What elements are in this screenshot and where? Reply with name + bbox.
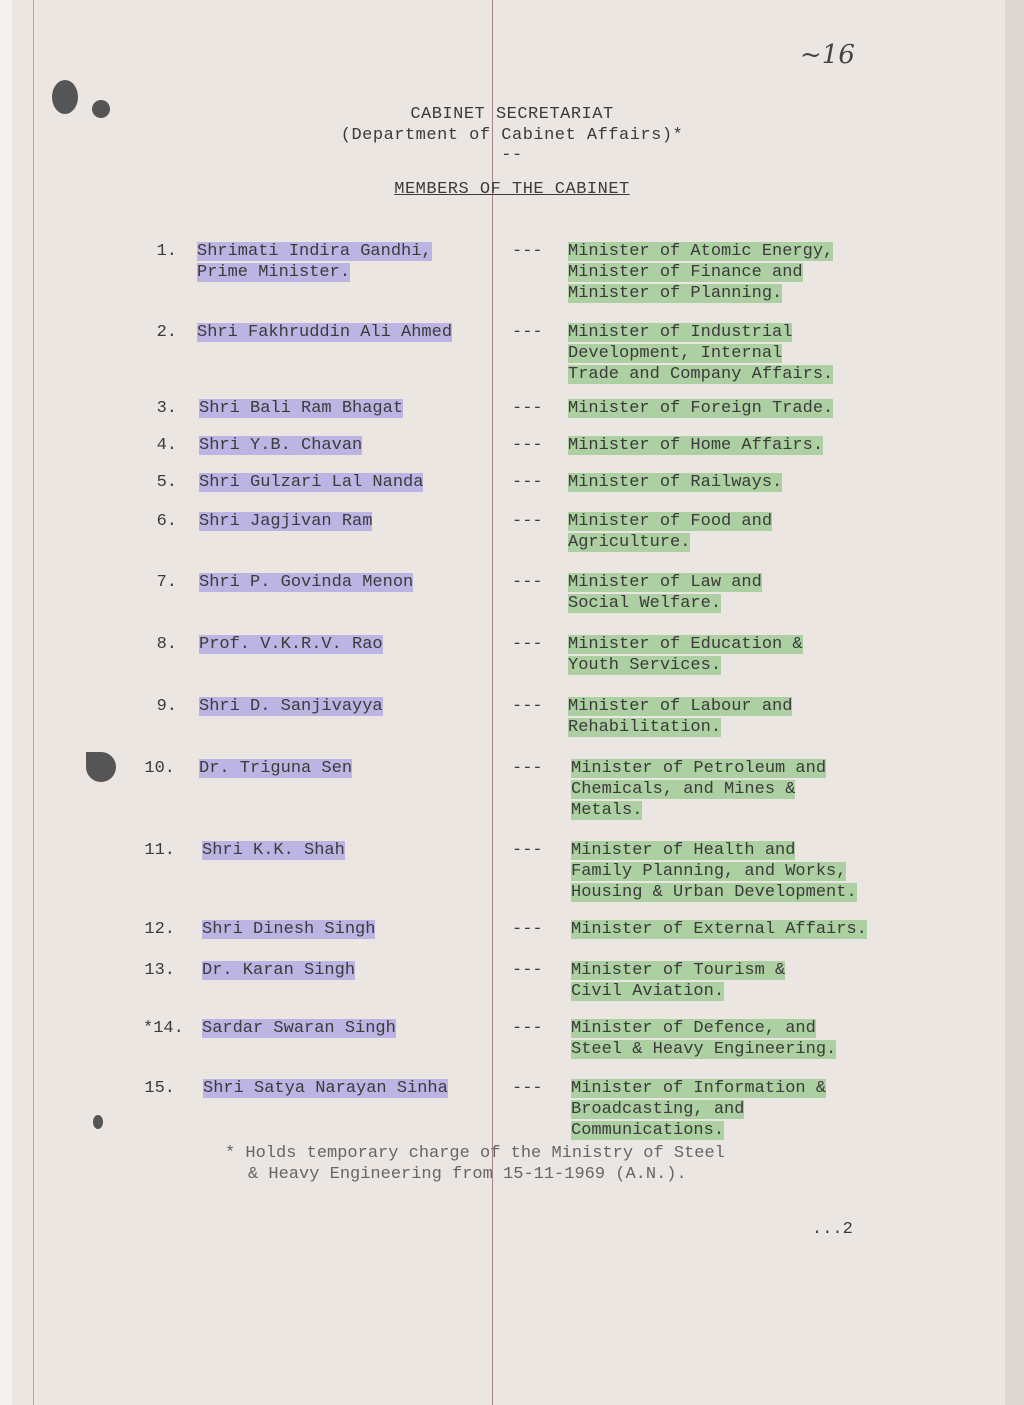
member-portfolio	[571, 758, 911, 821]
member-portfolio-text: Minister of Atomic Energy, Minister of Finance and Minister of Planning.	[568, 242, 834, 303]
separator-dashes: ---	[512, 961, 543, 980]
separator-dashes: ---	[512, 473, 543, 492]
separator-dashes: ---	[512, 399, 543, 418]
member-portfolio-text: Minister of Defence, and Steel & Heavy Engineering.	[571, 1019, 837, 1059]
separator-dashes: ---	[512, 635, 543, 654]
member-name-text: Prof. V.K.R.V. Rao	[199, 635, 383, 654]
member-name	[199, 634, 499, 655]
page-number-stamp: ~16	[800, 40, 855, 70]
ink-blot	[86, 752, 116, 782]
member-portfolio	[568, 696, 908, 738]
member-name-text: Shri Gulzari Lal Nanda	[199, 473, 424, 492]
member-name-text: Shri Bali Ram Bhagat	[199, 399, 404, 418]
member-portfolio-text: Minister of Industrial Development, Internal Trade and Company Affairs.	[568, 323, 834, 384]
separator-dashes: ---	[512, 759, 543, 778]
member-name	[199, 398, 499, 419]
member-portfolio-text: Minister of Tourism & Civil Aviation.	[571, 961, 786, 1001]
member-portfolio	[568, 322, 908, 385]
member-name-text: Shri K.K. Shah	[202, 841, 345, 860]
member-name-text: Shri Fakhruddin Ali Ahmed	[197, 323, 453, 342]
separator-dashes: ---	[512, 436, 543, 455]
separator-dashes: ---	[512, 697, 543, 716]
member-number: 7.	[156, 573, 177, 592]
member-name	[202, 1018, 502, 1039]
page-right-edge	[1005, 0, 1024, 1405]
member-name-text: Shri Satya Narayan Sinha	[203, 1079, 448, 1098]
footnote-line-1: * Holds temporary charge of the Ministry of Steel	[225, 1144, 725, 1163]
member-portfolio-text: Minister of Information & Broadcasting, and Communications.	[571, 1079, 827, 1140]
member-number: 8.	[156, 635, 177, 654]
header-separator: --	[501, 146, 523, 165]
header-line-1: CABINET SECRETARIAT	[410, 105, 614, 124]
member-number: 13.	[144, 961, 175, 980]
document-title: MEMBERS OF THE CABINET	[394, 180, 630, 199]
member-name-text: Sardar Swaran Singh	[202, 1019, 396, 1038]
member-name	[199, 696, 499, 717]
separator-dashes: ---	[512, 573, 543, 592]
member-name	[202, 960, 502, 981]
member-portfolio	[568, 472, 908, 493]
member-portfolio-text: Minister of Petroleum and Chemicals, and Mines & Metals.	[571, 759, 827, 820]
separator-dashes: ---	[512, 1079, 543, 1098]
member-name	[199, 572, 499, 593]
left-margin-line	[33, 0, 34, 1405]
member-portfolio-text: Minister of Labour and Rehabilitation.	[568, 697, 793, 737]
member-number: 15.	[144, 1079, 175, 1098]
separator-dashes: ---	[512, 512, 543, 531]
member-portfolio	[571, 960, 911, 1002]
member-portfolio-text: Minister of Education & Youth Services.	[568, 635, 803, 675]
member-name-text: Shri Jagjivan Ram	[199, 512, 373, 531]
separator-dashes: ---	[512, 323, 543, 342]
separator-dashes: ---	[512, 920, 543, 939]
member-portfolio-text: Minister of External Affairs.	[571, 920, 867, 939]
page-left-edge	[0, 0, 12, 1405]
separator-dashes: ---	[512, 841, 543, 860]
member-name-text: Dr. Triguna Sen	[199, 759, 353, 778]
member-portfolio	[571, 1078, 911, 1141]
member-number: 2.	[156, 323, 177, 342]
member-name	[197, 241, 497, 283]
member-name-text: Shri Dinesh Singh	[202, 920, 376, 939]
member-number: 12.	[144, 920, 175, 939]
member-number: 6.	[156, 512, 177, 531]
member-name-text: Shrimati Indira Gandhi, Prime Minister.	[197, 242, 432, 282]
page-continuation: ...2	[812, 1220, 853, 1239]
member-portfolio	[571, 840, 911, 903]
member-number: 4.	[156, 436, 177, 455]
header-line-2: (Department of Cabinet Affairs)*	[340, 126, 684, 145]
member-name-text: Shri P. Govinda Menon	[199, 573, 414, 592]
member-number: *14.	[143, 1019, 184, 1038]
member-name-text: Dr. Karan Singh	[202, 961, 356, 980]
member-portfolio	[571, 1018, 911, 1060]
member-portfolio	[571, 919, 911, 940]
ink-blot	[93, 1115, 103, 1129]
member-name	[199, 435, 499, 456]
member-name-text: Shri D. Sanjivayya	[199, 697, 383, 716]
member-portfolio	[568, 634, 908, 676]
member-name	[202, 919, 502, 940]
member-portfolio-text: Minister of Foreign Trade.	[568, 399, 834, 418]
member-portfolio	[568, 511, 908, 553]
member-portfolio	[568, 241, 908, 304]
member-portfolio-text: Minister of Railways.	[568, 473, 783, 492]
member-name	[197, 322, 497, 343]
member-number: 3.	[156, 399, 177, 418]
member-number: 10.	[144, 759, 175, 778]
member-number: 1.	[156, 242, 177, 261]
member-portfolio-text: Minister of Food and Agriculture.	[568, 512, 773, 552]
member-portfolio-text: Minister of Law and Social Welfare.	[568, 573, 762, 613]
member-portfolio	[568, 398, 908, 419]
member-portfolio	[568, 572, 908, 614]
member-portfolio-text: Minister of Health and Family Planning, and Works, Housing & Urban Development.	[571, 841, 857, 902]
member-name	[199, 511, 499, 532]
member-name	[199, 758, 499, 779]
member-portfolio-text: Minister of Home Affairs.	[568, 436, 824, 455]
member-name	[199, 472, 499, 493]
footnote-line-2: & Heavy Engineering from 15-11-1969 (A.N.).	[248, 1165, 687, 1184]
member-name	[203, 1078, 503, 1099]
member-name	[202, 840, 502, 861]
member-number: 5.	[156, 473, 177, 492]
member-portfolio	[568, 435, 908, 456]
separator-dashes: ---	[512, 1019, 543, 1038]
member-number: 9.	[156, 697, 177, 716]
member-number: 11.	[144, 841, 175, 860]
separator-dashes: ---	[512, 242, 543, 261]
member-name-text: Shri Y.B. Chavan	[199, 436, 363, 455]
